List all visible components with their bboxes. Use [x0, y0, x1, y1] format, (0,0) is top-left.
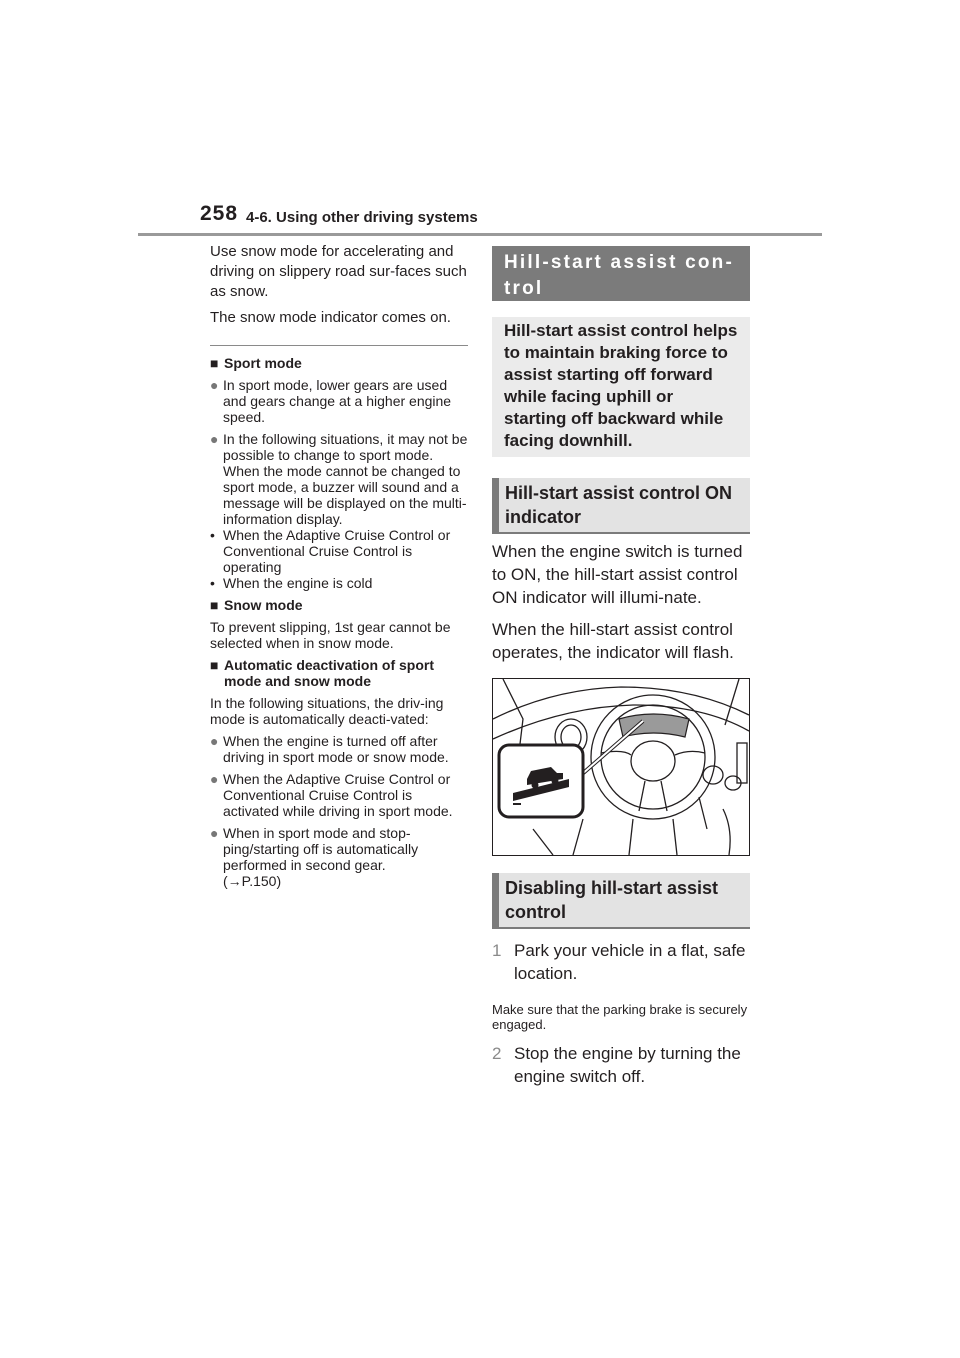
step-text: Park your vehicle in a flat, safe location.	[514, 941, 746, 983]
sub-list-item	[210, 527, 468, 575]
intro-text: The snow mode indicator comes on.	[210, 309, 451, 326]
round-bullet-icon: ●	[210, 733, 219, 749]
auto-deactivation-text: In the following situations, the driv-ing mode is automatically deacti-vated:	[210, 695, 444, 727]
square-bullet-icon: ■	[210, 597, 219, 613]
step-2	[492, 1042, 750, 1088]
list-item-text: In the following situations, it may not be possible to change to sport mode. When the mode cannot be changed to sport mode, a buzzer will sound and a message will be displayed on the multi-information display.	[223, 431, 468, 527]
round-bullet-icon: ●	[210, 825, 219, 841]
sport-mode-heading	[210, 355, 468, 371]
intro-text: Use snow mode for accelerating and driving on slippery road sur-faces such as snow.	[210, 243, 467, 300]
step-note: Make sure that the parking brake is securely engaged.	[492, 1002, 748, 1032]
indicator-heading: Hill-start assist control ON indicator	[492, 478, 750, 534]
sub-item-text: When the engine is cold	[223, 575, 373, 591]
disable-heading: Disabling hill-start assist control	[492, 873, 750, 929]
snow-mode-heading	[210, 597, 468, 613]
heading-label: Snow mode	[224, 597, 303, 613]
heading-label: Sport mode	[224, 355, 302, 371]
heading-label: Automatic deactivation of sport mode and snow mode	[224, 657, 435, 689]
sub-item-text: When the Adaptive Cruise Control or Conventional Cruise Control is operating	[223, 527, 451, 575]
lead-paragraph: Hill-start assist control helps to maintain braking force to assist starting off forward while facing uphill or starting off backward while facing downhill.	[492, 317, 750, 457]
square-bullet-icon: ■	[210, 355, 219, 371]
right-column	[492, 246, 750, 1088]
page-reference-label: P.150	[241, 873, 277, 889]
page-number: 258	[200, 202, 239, 225]
left-column	[210, 242, 468, 895]
round-bullet-icon: ●	[210, 431, 219, 447]
page-reference[interactable]: (→P.150)	[223, 873, 282, 889]
list-item-text: When the engine is turned off after driving in sport mode or snow mode.	[223, 733, 449, 765]
list-item	[210, 825, 468, 889]
sub-bullet-icon: •	[210, 575, 215, 591]
header-rule	[138, 233, 822, 236]
square-bullet-icon: ■	[210, 657, 219, 673]
divider	[210, 345, 468, 346]
dashboard-illustration	[492, 678, 750, 856]
snow-mode-text: To prevent slipping, 1st gear cannot be selected when in snow mode.	[210, 619, 451, 651]
indicator-text: When the hill-start assist control operates, the indicator will flash.	[492, 620, 734, 662]
sub-list-item	[210, 575, 468, 591]
step-number: 2	[492, 1044, 502, 1063]
list-item	[210, 431, 468, 527]
indicator-text: When the engine switch is turned to ON, the hill-start assist control ON indicator will illumi-nate.	[492, 542, 743, 607]
main-heading: Hill-start assist con-trol	[492, 246, 750, 301]
section-title: 4-6. Using other driving systems	[246, 209, 478, 226]
auto-deactivation-heading	[210, 657, 468, 689]
step-text: Stop the engine by turning the engine switch off.	[514, 1044, 741, 1086]
list-item-text: When the Adaptive Cruise Control or Conventional Cruise Control is activated while driving in sport mode.	[223, 771, 453, 819]
dashboard-illustration-svg	[493, 679, 749, 855]
arrow-right-icon: →	[227, 873, 242, 889]
round-bullet-icon: ●	[210, 771, 219, 787]
list-item-text: In sport mode, lower gears are used and gears change at a higher engine speed.	[223, 377, 452, 425]
list-item	[210, 377, 468, 425]
list-item	[210, 771, 468, 819]
step-number: 1	[492, 941, 502, 960]
list-item	[210, 733, 468, 765]
sub-bullet-icon: •	[210, 527, 215, 543]
round-bullet-icon: ●	[210, 377, 219, 393]
step-1	[492, 939, 750, 985]
list-item-text: When in sport mode and stop-ping/starting off is automatically performed in second gear.	[223, 825, 419, 873]
